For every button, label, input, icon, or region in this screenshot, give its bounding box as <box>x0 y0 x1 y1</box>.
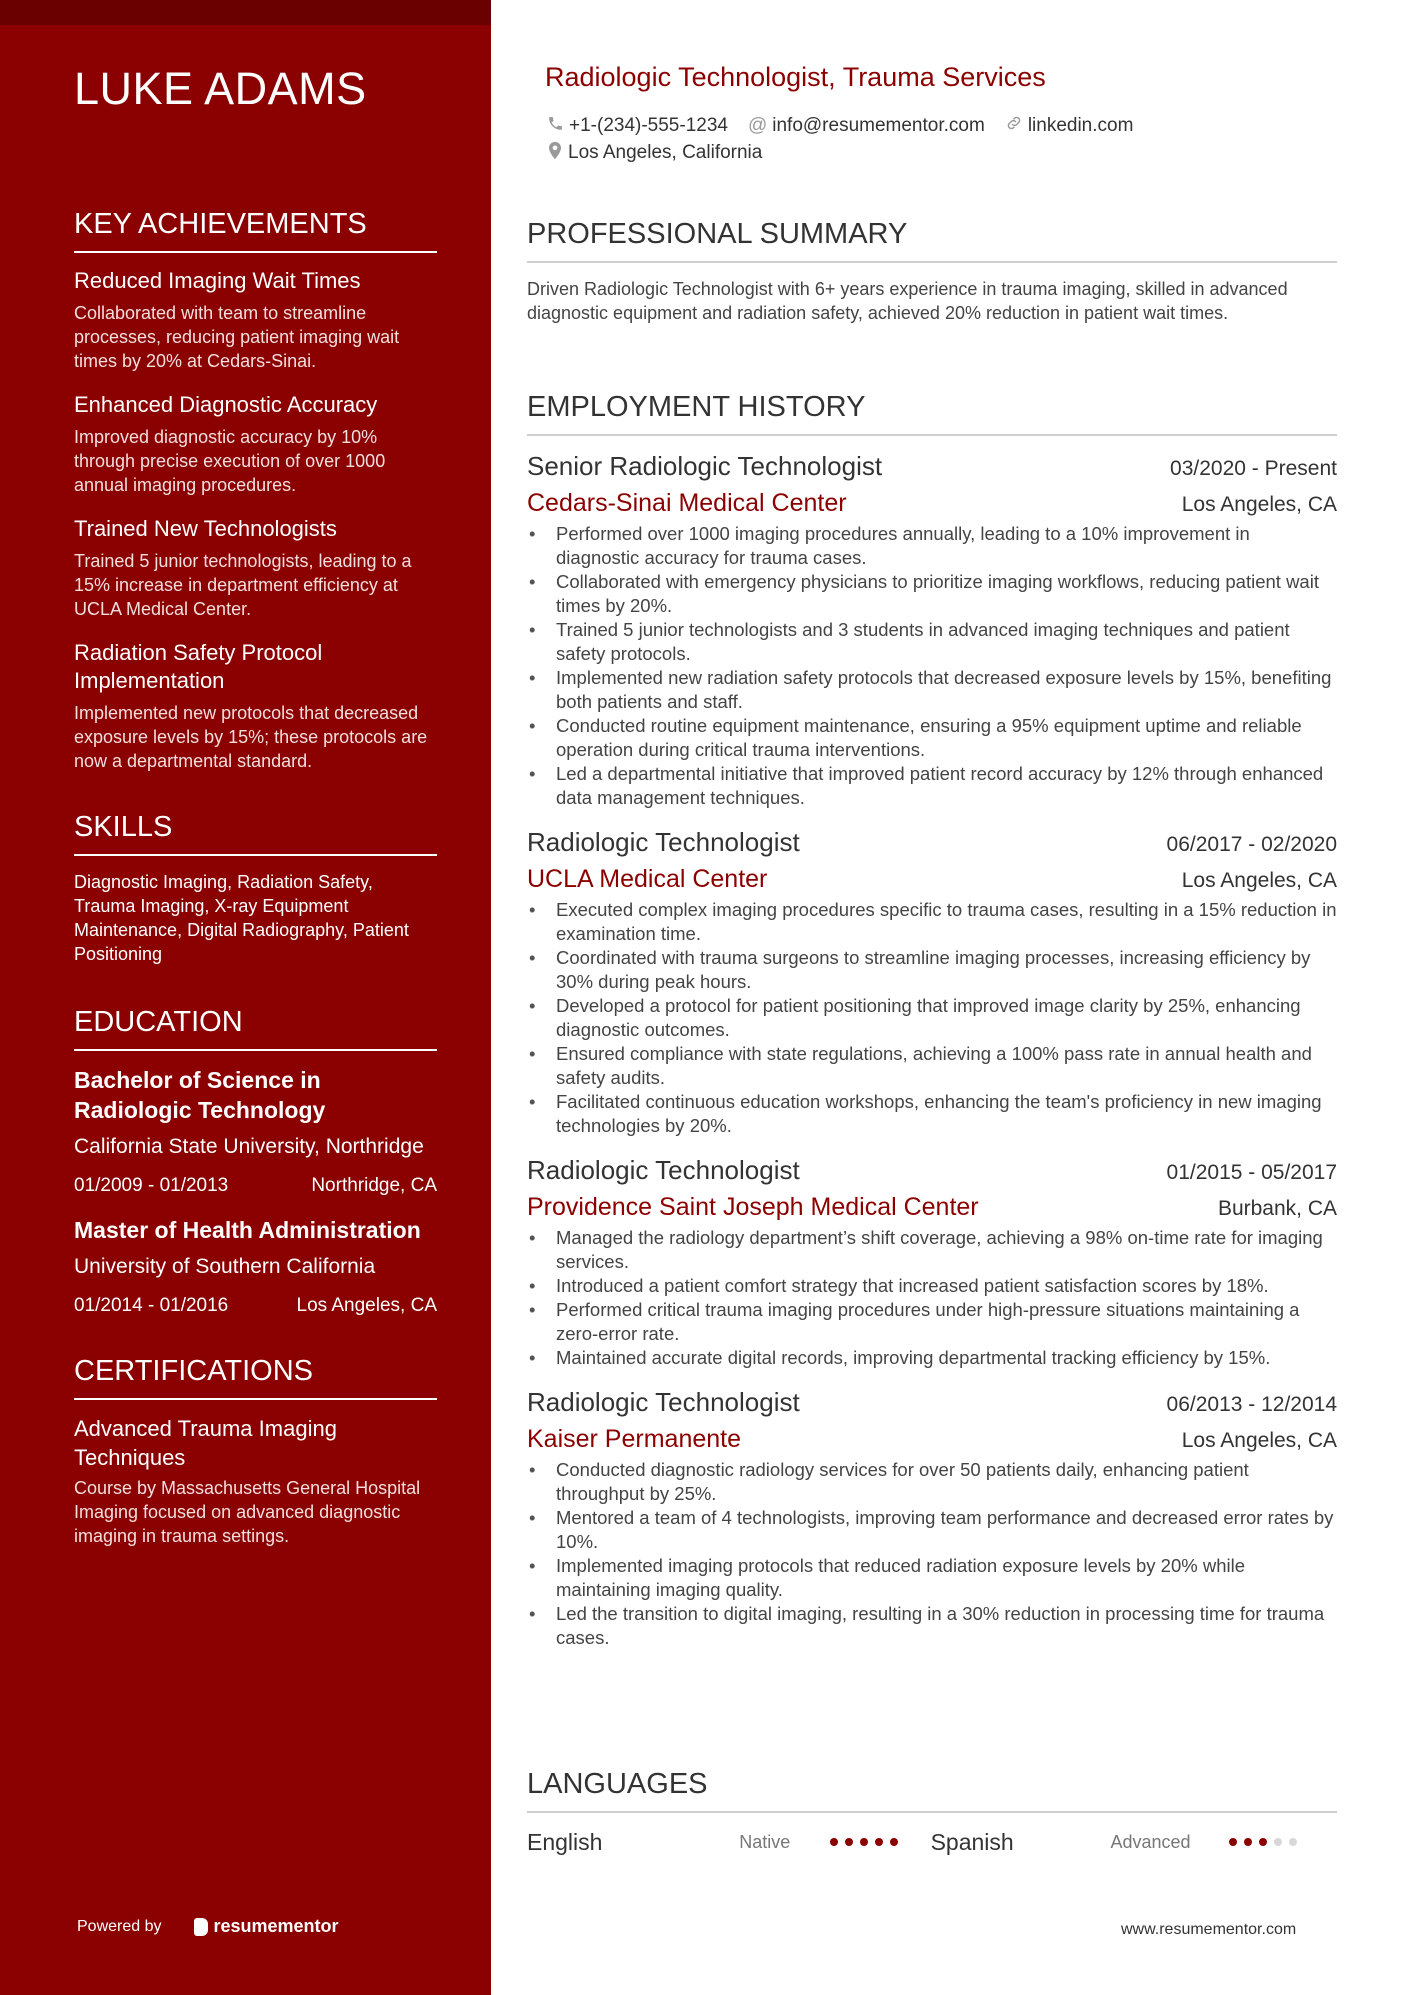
rating-dot-filled <box>875 1838 883 1846</box>
job-subheader <box>527 1192 1337 1222</box>
contact-email[interactable] <box>748 115 985 137</box>
location-text: Los Angeles, California <box>568 142 763 163</box>
certifications-heading: CERTIFICATIONS <box>74 1353 437 1400</box>
education-dates: 01/2009 - 01/2013 <box>74 1175 229 1196</box>
contact-phone[interactable] <box>547 115 728 138</box>
contact-row <box>547 113 1153 139</box>
language-rating <box>830 1838 931 1846</box>
contact-location <box>547 141 762 166</box>
education-school: University of Southern California <box>74 1255 376 1278</box>
certifications-section <box>74 1353 437 1548</box>
rating-dot-filled <box>890 1838 898 1846</box>
job-dates: 06/2013 - 12/2014 <box>1166 1393 1337 1416</box>
sidebar-top-band <box>0 0 491 25</box>
job-position: Senior Radiologic Technologist <box>527 451 883 481</box>
job-subheader <box>527 1424 1337 1454</box>
footer-website[interactable]: www.resumementor.com <box>1121 1921 1297 1938</box>
job-location: Los Angeles, CA <box>1181 869 1337 892</box>
job-bullet: • Facilitated continuous education workshops, enhancing the team's proficiency in new imaging technologies by 20%. <box>527 1090 1337 1138</box>
sidebar <box>0 0 491 1995</box>
achievements-section <box>74 206 437 773</box>
languages-row <box>527 1827 1337 1857</box>
job-dates: 06/2017 - 02/2020 <box>1166 833 1337 856</box>
contact-info <box>547 113 1153 167</box>
rating-dot-empty <box>1289 1838 1297 1846</box>
summary-heading: PROFESSIONAL SUMMARY <box>527 216 1337 263</box>
language-level: Native <box>739 1831 791 1852</box>
employment-heading: EMPLOYMENT HISTORY <box>527 389 1337 436</box>
education-heading: EDUCATION <box>74 1004 437 1051</box>
rating-dot-filled <box>1259 1838 1267 1846</box>
job-header <box>527 826 1337 858</box>
powered-by <box>77 1916 339 1937</box>
achievement-text: Trained 5 junior technologists, leading to a 15% increase in department efficiency at UCLA Medical Center. <box>74 551 412 619</box>
job-bullet: • Managed the radiology department’s shift coverage, achieving a 98% on-time rate for imaging services. <box>527 1226 1337 1274</box>
education-degree: Master of Health Administration <box>74 1217 421 1243</box>
education-item <box>74 1065 437 1199</box>
sidebar-content <box>74 60 437 1548</box>
job-entry <box>527 1386 1337 1650</box>
job-company: Cedars-Sinai Medical Center <box>527 489 847 517</box>
job-bullet: • Led a departmental initiative that improved patient record accuracy by 12% through enhanced data management techniques. <box>527 762 1337 810</box>
language-name: English <box>527 1828 603 1855</box>
employment-section <box>527 389 1337 1666</box>
contact-linkedin[interactable] <box>1005 114 1134 138</box>
job-location: Burbank, CA <box>1217 1197 1337 1220</box>
job-location: Los Angeles, CA <box>1181 493 1337 516</box>
job-position: Radiologic Technologist <box>527 827 800 857</box>
job-bullet: • Mentored a team of 4 technologists, improving team performance and decreased error rates by 10%. <box>527 1506 1337 1554</box>
job-bullet: • Conducted diagnostic radiology services for over 50 patients daily, enhancing patient throughput by 25%. <box>527 1458 1337 1506</box>
achievement-text: Implemented new protocols that decreased exposure levels by 15%; these protocols are now a departmental standard. <box>74 703 428 771</box>
job-entry <box>527 826 1337 1138</box>
rating-dot-filled <box>1229 1838 1237 1846</box>
rating-dot-filled <box>860 1838 868 1846</box>
job-dates: 01/2015 - 05/2017 <box>1166 1161 1337 1184</box>
summary-section <box>527 216 1337 325</box>
education-school: California State University, Northridge <box>74 1135 424 1158</box>
rating-dot-filled <box>1244 1838 1252 1846</box>
at-icon: @ <box>747 115 768 136</box>
achievement-item <box>74 391 437 497</box>
languages-section <box>527 1766 1337 1857</box>
language-name: Spanish <box>930 1828 1014 1855</box>
job-subheader <box>527 864 1337 894</box>
education-meta <box>74 1293 437 1319</box>
achievement-item <box>74 267 437 373</box>
job-company: UCLA Medical Center <box>527 865 768 893</box>
job-dates: 03/2020 - Present <box>1170 457 1337 480</box>
skills-section <box>74 809 437 966</box>
job-bullets <box>527 522 1337 810</box>
job-location: Los Angeles, CA <box>1181 1429 1337 1452</box>
achievement-title: Reduced Imaging Wait Times <box>74 268 361 293</box>
job-bullet: • Ensured compliance with state regulations, achieving a 100% pass rate in annual health and safety audits. <box>527 1042 1337 1090</box>
education-meta <box>74 1173 437 1199</box>
rating-dot-empty <box>1274 1838 1282 1846</box>
job-bullet: • Implemented imaging protocols that reduced radiation exposure levels by 20% while maintaining imaging quality. <box>527 1554 1337 1602</box>
certification-item <box>74 1414 437 1548</box>
language-level: Advanced <box>1110 1831 1191 1852</box>
education-item <box>74 1215 437 1319</box>
brand-logo-icon <box>194 1918 208 1936</box>
job-header <box>527 1386 1337 1418</box>
achievement-title: Trained New Technologists <box>74 516 337 541</box>
job-entry <box>527 1154 1337 1370</box>
headline-title: Radiologic Technologist, Trauma Services <box>545 62 1046 92</box>
job-bullet: • Led the transition to digital imaging, resulting in a 30% reduction in processing time for trauma cases. <box>527 1602 1337 1650</box>
job-bullets <box>527 898 1337 1138</box>
job-bullet: • Executed complex imaging procedures specific to trauma cases, resulting in a 15% reduction in examination time. <box>527 898 1337 946</box>
phone-text: +1-(234)-555-1234 <box>569 115 728 136</box>
certification-title: Advanced Trauma Imaging Techniques <box>74 1416 337 1470</box>
job-header <box>527 450 1337 482</box>
job-company: Providence Saint Joseph Medical Center <box>527 1193 979 1221</box>
location-pin-icon <box>547 141 563 166</box>
job-bullets <box>527 1226 1337 1370</box>
education-dates: 01/2014 - 01/2016 <box>74 1295 229 1316</box>
achievement-text: Collaborated with team to streamline processes, reducing patient imaging wait times by 20% at Cedars-Sinai. <box>74 303 400 371</box>
education-degree: Bachelor of Science in Radiologic Technology <box>74 1067 326 1123</box>
skills-list: Diagnostic Imaging, Radiation Safety, Trauma Imaging, X-ray Equipment Maintenance, Digital Radiography, Patient Positioning <box>74 872 409 964</box>
achievement-text: Improved diagnostic accuracy by 10% through precise execution of over 1000 annual imaging procedures. <box>74 427 386 495</box>
education-location: Los Angeles, CA <box>296 1295 437 1316</box>
job-entry <box>527 450 1337 810</box>
job-bullet: • Implemented new radiation safety protocols that decreased exposure levels by 15%, benefiting both patients and staff. <box>527 666 1337 714</box>
education-section <box>74 1004 437 1319</box>
skills-heading: SKILLS <box>74 809 437 856</box>
linkedin-text: linkedin.com <box>1027 115 1134 136</box>
contact-row <box>547 140 1153 166</box>
language-rating <box>1229 1838 1337 1846</box>
summary-text: Driven Radiologic Technologist with 6+ years experience in trauma imaging, skilled in advanced diagnostic equipment and radiation safety, achieved 20% reduction in patient wait times. <box>527 279 1288 323</box>
email-text: info@resumementor.com <box>772 115 985 136</box>
job-bullets <box>527 1458 1337 1650</box>
powered-by-label: Powered by <box>77 1917 162 1935</box>
job-bullet: • Collaborated with emergency physicians to prioritize imaging workflows, reducing patient wait times by 20%. <box>527 570 1337 618</box>
rating-dot-filled <box>830 1838 838 1846</box>
job-bullet: • Introduced a patient comfort strategy that increased patient satisfaction scores by 18%. <box>527 1274 1337 1298</box>
job-bullet: • Developed a protocol for patient positioning that improved image clarity by 25%, enhancing diagnostic outcomes. <box>527 994 1337 1042</box>
job-bullet: • Conducted routine equipment maintenance, ensuring a 95% equipment uptime and reliable operation during critical trauma interventions. <box>527 714 1337 762</box>
education-location: Northridge, CA <box>311 1175 437 1196</box>
job-bullet: • Trained 5 junior technologists and 3 students in advanced imaging techniques and patient safety protocols. <box>527 618 1337 666</box>
job-header <box>527 1154 1337 1186</box>
job-subheader <box>527 488 1337 518</box>
certification-text: Course by Massachusetts General Hospital Imaging focused on advanced diagnostic imaging in trauma settings. <box>74 1478 421 1546</box>
languages-heading: LANGUAGES <box>527 1766 1337 1813</box>
job-bullet: • Coordinated with trauma surgeons to streamline imaging processes, increasing efficiency by 30% during peak hours. <box>527 946 1337 994</box>
achievement-item <box>74 639 437 773</box>
rating-dot-filled <box>845 1838 853 1846</box>
achievement-item <box>74 515 437 621</box>
brand-name: resumementor <box>213 1916 339 1936</box>
job-bullet: • Performed over 1000 imaging procedures annually, leading to a 10% improvement in diagnostic accuracy for trauma cases. <box>527 522 1337 570</box>
achievement-title: Enhanced Diagnostic Accuracy <box>74 392 378 417</box>
candidate-name: LUKE ADAMS <box>74 63 367 114</box>
phone-icon <box>547 115 564 138</box>
job-company: Kaiser Permanente <box>527 1425 742 1453</box>
job-bullet: • Maintained accurate digital records, improving departmental tracking efficiency by 15%. <box>527 1346 1337 1370</box>
achievement-title: Radiation Safety Protocol Implementation <box>74 640 323 693</box>
link-icon <box>1005 114 1023 138</box>
brand-logo[interactable] <box>194 1916 339 1937</box>
achievements-heading: KEY ACHIEVEMENTS <box>74 206 437 253</box>
job-position: Radiologic Technologist <box>527 1387 800 1417</box>
job-position: Radiologic Technologist <box>527 1155 800 1185</box>
job-bullet: • Performed critical trauma imaging procedures under high-pressure situations maintaining a zero-error rate. <box>527 1298 1337 1346</box>
